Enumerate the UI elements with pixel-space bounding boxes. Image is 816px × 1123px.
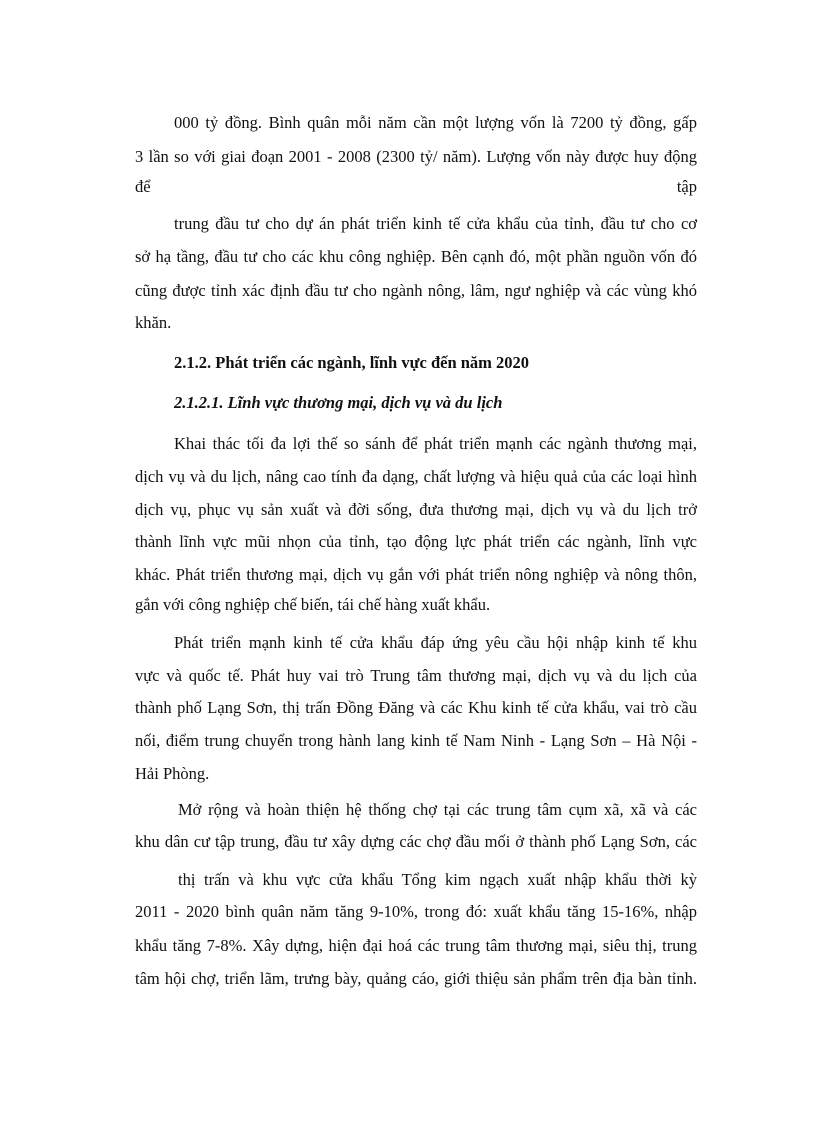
text-line: Hải Phòng. <box>135 764 210 783</box>
text-line: thành lĩnh vực mũi nhọn của tỉnh, tạo động lực phát triển các ngành, lĩnh vực <box>135 532 697 551</box>
text-line: khác. Phát triển thương mại, dịch vụ gắn với phát triển nông nghiệp và nông thôn, <box>135 565 697 584</box>
text-line: nối, điểm trung chuyển trong hành lang kinh tế Nam Ninh - Lạng Sơn – Hà Nội - <box>135 731 697 750</box>
section-heading: 2.1.2. Phát triển các ngành, lĩnh vực đến năm 2020 <box>174 353 530 372</box>
text-line: Phát triển mạnh kinh tế cửa khẩu đáp ứng yêu cầu hội nhập kinh tế khu <box>174 633 697 652</box>
text-line: 000 tỷ đồng. Bình quân mỗi năm cần một lượng vốn là 7200 tỷ đồng, gấp <box>174 113 697 132</box>
text-line: gắn với công nghiệp chế biến, tái chế hàng xuất khẩu. <box>135 595 491 614</box>
text-line: 2011 - 2020 bình quân năm tăng 9-10%, trong đó: xuất khẩu tăng 15-16%, nhập <box>135 902 697 921</box>
text-line: trung đầu tư cho dự án phát triển kinh tế cửa khẩu của tỉnh, đầu tư cho cơ <box>174 214 697 233</box>
text-line: 3 lần so với giai đoạn 2001 - 2008 (2300 tỷ/ năm). Lượng vốn này được huy động <box>135 147 697 166</box>
text-line: cũng được tỉnh xác định đầu tư cho ngành nông, lâm, ngư nghiệp và các vùng khó <box>135 281 697 300</box>
text-line: thành phố Lạng Sơn, thị trấn Đồng Đăng và các Khu kinh tế cửa khẩu, vai trò cầu <box>135 698 697 717</box>
text-line: khu dân cư tập trung, đầu tư xây dựng các chợ đầu mối ở thành phố Lạng Sơn, các <box>135 832 697 851</box>
text-line: vực và quốc tế. Phát huy vai trò Trung tâm thương mại, dịch vụ và du lịch của <box>135 666 697 685</box>
text-line: để tập <box>135 177 697 196</box>
text-line: tâm hội chợ, triển lãm, trưng bày, quảng cáo, giới thiệu sản phẩm trên địa bàn tỉnh. <box>135 969 697 988</box>
text-line: thị trấn và khu vực cửa khẩu Tổng kim ngạch xuất nhập khẩu thời kỳ <box>178 870 697 889</box>
text-line: dịch vụ và du lịch, nâng cao tính đa dạng, chất lượng và hiệu quả của các loại hình <box>135 467 697 486</box>
text-line: Khai thác tối đa lợi thế so sánh để phát triển mạnh các ngành thương mại, <box>174 434 697 453</box>
text-line: sở hạ tầng, đầu tư cho các khu công nghiệp. Bên cạnh đó, một phần nguồn vốn đó <box>135 247 697 266</box>
text-line: khăn. <box>135 313 172 332</box>
subsection-heading: 2.1.2.1. Lĩnh vực thương mại, dịch vụ và du lịch <box>174 393 503 412</box>
text-line: dịch vụ, phục vụ sản xuất và đời sống, đưa thương mại, dịch vụ và du lịch trở <box>135 500 697 519</box>
text-line: Mở rộng và hoàn thiện hệ thống chợ tại các trung tâm cụm xã, xã và các <box>178 800 697 819</box>
text-line: khẩu tăng 7-8%. Xây dựng, hiện đại hoá các trung tâm thương mại, siêu thị, trung <box>135 936 697 955</box>
